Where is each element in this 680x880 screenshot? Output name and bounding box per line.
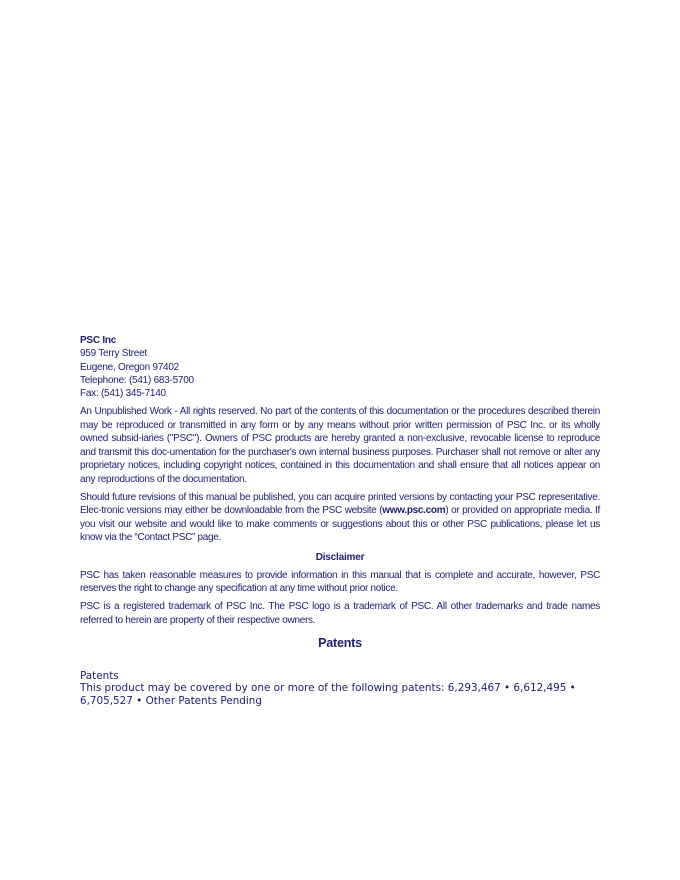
- fax-number: Fax: (541) 345-7140: [80, 388, 166, 400]
- city-state-zip: Eugene, Oregon 97402: [80, 361, 179, 373]
- company-address: [80, 334, 600, 400]
- rights-paragraph: An Unpublished Work - All rights reserved. No part of the contents of this documentation or the procedures described therein may be reproduced or transmitted in any form or by any means without prior written permission of PSC Inc. or its wholly owned subsid-iaries ("PSC"). Owners of PSC products are hereby granted a non-exclusive, revocable license to reproduce and transmit this doc-umentation for the purchaser's own internal business purposes. Purchaser shall not remove or alter any proprietary notices, including copyright notices, contained in this documentation and shall ensure that all notices appear on any reproductions of the documentation.: [80, 406, 600, 485]
- psc-website-link[interactable]: www.psc.com: [382, 505, 446, 517]
- patents-line-1: This product may be covered by one or more of the following patents: 6,293,467 • 6,612,495 •: [80, 682, 576, 695]
- patents-label: Patents: [80, 670, 119, 682]
- revisions-text-before: Should future revisions of this manual be published, you can acquire printed versions by contacting your PSC representative. Elec-tronic versions may either be downloadable from the PSC website (: [80, 491, 600, 517]
- trademark-paragraph: PSC is a registered trademark of PSC Inc. The PSC logo is a trademark of PSC. All other trademarks and trade names referred to herein are property of their respective owners.: [80, 601, 600, 626]
- telephone-number: Telephone: (541) 683-5700: [80, 374, 194, 386]
- disclaimer-paragraph: PSC has taken reasonable measures to provide information in this manual that is complete and accurate, however, PSC reserves the right to change any specification at any time without prior notice.: [80, 569, 600, 594]
- revisions-text-after: ) or provided on appropriate media. If you visit our website and would like to make comments or suggestions about this or other PSC publications, please let us know via the “Contact PSC” page.: [80, 505, 600, 544]
- revisions-paragraph: [80, 491, 600, 545]
- legal-notice-page: [80, 334, 600, 651]
- patents-list: [80, 670, 600, 707]
- disclaimer-heading: Disclaimer: [315, 551, 365, 563]
- patents-line-2: 6,705,527 • Other Patents Pending: [80, 694, 262, 707]
- patents-heading: Patents: [318, 636, 362, 651]
- company-name: PSC Inc: [80, 335, 117, 346]
- street-address: 959 Terry Street: [80, 348, 147, 360]
